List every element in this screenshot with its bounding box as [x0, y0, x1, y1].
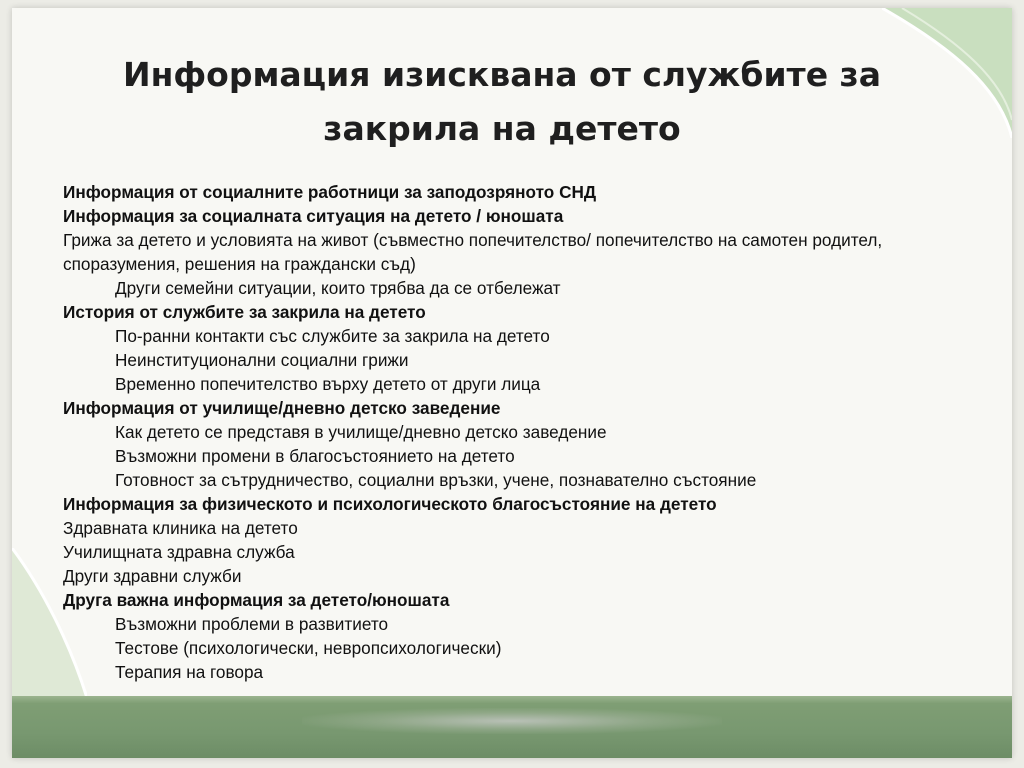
list-item: По-ранни контакти със службите за закрила на детето [115, 326, 550, 346]
list-item: Възможни проблеми в развитието [115, 614, 389, 634]
section-heading: История от службите за закрила на детето [63, 302, 426, 322]
list-item: Готовност за сътрудничество, социални връзки, учене, познавателно състояние [115, 470, 757, 490]
section-heading: Информация от социалните работници за заподозряното СНД [63, 182, 597, 202]
slide-title: Информация изисквана от службите за закрила на детето [122, 55, 882, 148]
list-item: Други семейни ситуации, които трябва да се отбележат [115, 278, 561, 298]
slide [12, 8, 1012, 758]
list-item: Как детето се представя в училище/дневно детско заведение [115, 422, 607, 442]
content-list [63, 180, 963, 684]
section-heading: Информация от училище/дневно детско заведение [63, 398, 501, 418]
list-item: Терапия на говора [115, 662, 264, 682]
footer-band [12, 696, 1012, 758]
list-item: Здравната клиника на детето [63, 518, 298, 538]
list-item: Възможни промени в благосъстоянието на детето [115, 446, 515, 466]
section-heading: Информация за социалната ситуация на детето / юношата [63, 206, 564, 226]
section-heading: Друга важна информация за детето/юношата [63, 590, 450, 610]
list-item: Училищната здравна служба [63, 542, 295, 562]
list-item: Грижа за детето и условията на живот (съвместно попечителство/ попечителство на самотен родител, споразумения, решения на граждански съд) [63, 230, 883, 274]
list-item: Други здравни служби [63, 566, 242, 586]
list-item: Неинституционални социални грижи [115, 350, 409, 370]
list-item: Тестове (психологически, невропсихологически) [115, 638, 502, 658]
footer-glow [302, 708, 722, 734]
section-heading: Информация за физическото и психологическото благосъстояние на детето [63, 494, 717, 514]
list-item: Временно попечителство върху детето от други лица [115, 374, 541, 394]
